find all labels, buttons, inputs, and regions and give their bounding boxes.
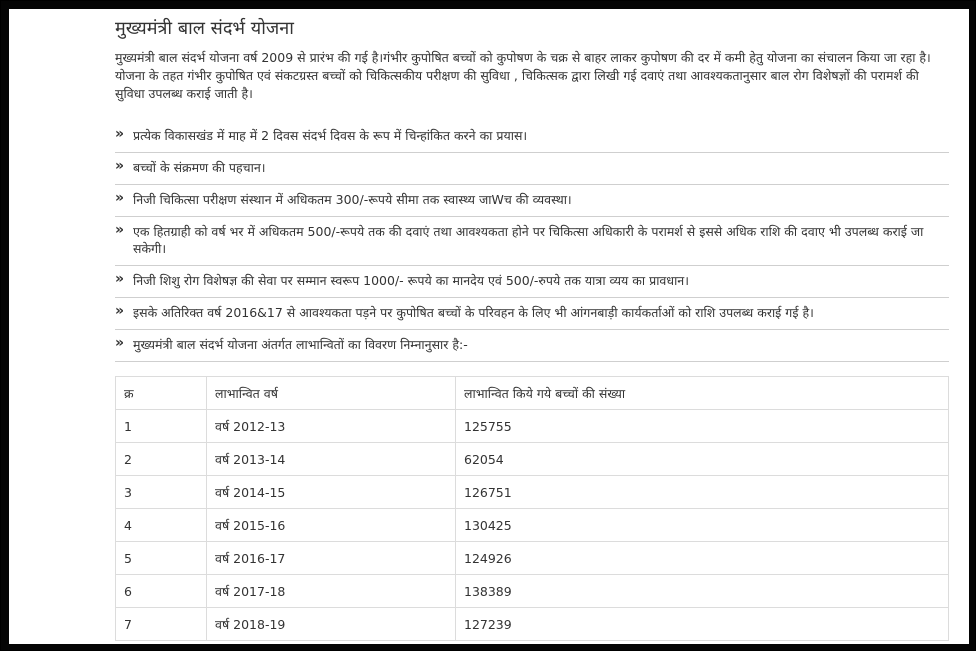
list-item <box>115 330 949 362</box>
cell-serial: 2 <box>116 443 207 476</box>
cell-serial: 4 <box>116 509 207 542</box>
table-row <box>116 443 949 476</box>
cell-serial: 3 <box>116 476 207 509</box>
list-item <box>115 153 949 185</box>
cell-serial: 1 <box>116 410 207 443</box>
cell-count: 127239 <box>456 608 949 641</box>
list-item-text: निजी शिशु रोग विशेषज्ञ की सेवा पर सम्मान स्वरूप 1000/- रूपये का मानदेय एवं 500/-रुपये तक यात्रा व्यय का प्रावधान। <box>133 273 689 288</box>
cell-serial: 6 <box>116 575 207 608</box>
table-row <box>116 575 949 608</box>
list-item <box>115 217 949 266</box>
feature-list <box>115 121 949 362</box>
cell-year: वर्ष 2014-15 <box>207 476 456 509</box>
table-header-row <box>116 377 949 410</box>
list-item-text: प्रत्येक विकासखंड में माह में 2 दिवस संदर्भ दिवस के रूप में चिन्हांकित करने का प्रयास। <box>133 128 528 143</box>
double-chevron-icon: » <box>115 303 125 319</box>
list-item-text: मुख्यमंत्री बाल संदर्भ योजना अंतर्गत लाभान्वितों का विवरण निम्नानुसार है:- <box>133 337 468 352</box>
page-area <box>9 9 969 644</box>
double-chevron-icon: » <box>115 222 125 238</box>
cell-year: वर्ष 2016-17 <box>207 542 456 575</box>
double-chevron-icon: » <box>115 126 125 142</box>
table-row <box>116 509 949 542</box>
header-year: लाभान्वित वर्ष <box>207 377 456 410</box>
cell-year: वर्ष 2012-13 <box>207 410 456 443</box>
cell-year: वर्ष 2015-16 <box>207 509 456 542</box>
cell-count: 130425 <box>456 509 949 542</box>
cell-count: 126751 <box>456 476 949 509</box>
header-count: लाभान्वित किये गये बच्चों की संख्या <box>456 377 949 410</box>
article-content <box>115 17 949 641</box>
double-chevron-icon: » <box>115 335 125 351</box>
cell-year: वर्ष 2013-14 <box>207 443 456 476</box>
table-row <box>116 410 949 443</box>
cell-count: 62054 <box>456 443 949 476</box>
cell-year: वर्ष 2017-18 <box>207 575 456 608</box>
cell-count: 124926 <box>456 542 949 575</box>
beneficiaries-table <box>115 376 949 641</box>
list-item-text: निजी चिकित्सा परीक्षण संस्थान में अधिकतम 300/-रूपये सीमा तक स्वास्थ्य जाWच की व्यवस्था। <box>133 192 572 207</box>
list-item <box>115 266 949 298</box>
double-chevron-icon: » <box>115 190 125 206</box>
list-item-text: एक हितग्राही को वर्ष भर में अधिकतम 500/-रूपये तक की दवाएं तथा आवश्यकता होने पर चिकित्सा अधिकारी के परामर्श से इससे अधिक राशि की दवाए भी उपलब्ध कराई जा सकेगी। <box>133 224 924 256</box>
list-item <box>115 298 949 330</box>
double-chevron-icon: » <box>115 271 125 287</box>
table-row <box>116 476 949 509</box>
table-row <box>116 542 949 575</box>
list-item-text: इसके अतिरिक्त वर्ष 2016&17 से आवश्यकता पड़ने पर कुपोषित बच्चों के परिवहन के लिए भी आंगनबाड़ी कार्यकर्ताओं को राशि उपलब्ध कराई गई है। <box>133 305 814 320</box>
header-serial: क्र <box>116 377 207 410</box>
intro-paragraph: मुख्यमंत्री बाल संदर्भ योजना वर्ष 2009 से प्रारंभ की गई है।गंभीर कुपोषित बच्चों को कुपोषण के चक्र से बाहर लाकर कुपोषण की दर में कमी हेतु योजना का संचालन किया जा रहा है।योजना के तहत गंभीर कुपोषित एवं संकटग्रस्त बच्चों को चिकित्सकीय परीक्षण की सुविधा , चिकित्सक द्वारा लिखी गई दवाएं तथा आवश्यकतानुसार बाल रोग विशेषज्ञों की परामर्श की सुविधा उपलब्ध कराई जाती है। <box>115 50 931 101</box>
list-item <box>115 185 949 217</box>
cell-count: 138389 <box>456 575 949 608</box>
cell-serial: 7 <box>116 608 207 641</box>
cell-year: वर्ष 2018-19 <box>207 608 456 641</box>
list-item-text: बच्चों के संक्रमण की पहचान। <box>133 160 266 175</box>
list-item <box>115 121 949 153</box>
cell-serial: 5 <box>116 542 207 575</box>
page-title: मुख्यमंत्री बाल संदर्भ योजना <box>115 18 294 39</box>
table-row <box>116 608 949 641</box>
cell-count: 125755 <box>456 410 949 443</box>
double-chevron-icon: » <box>115 158 125 174</box>
